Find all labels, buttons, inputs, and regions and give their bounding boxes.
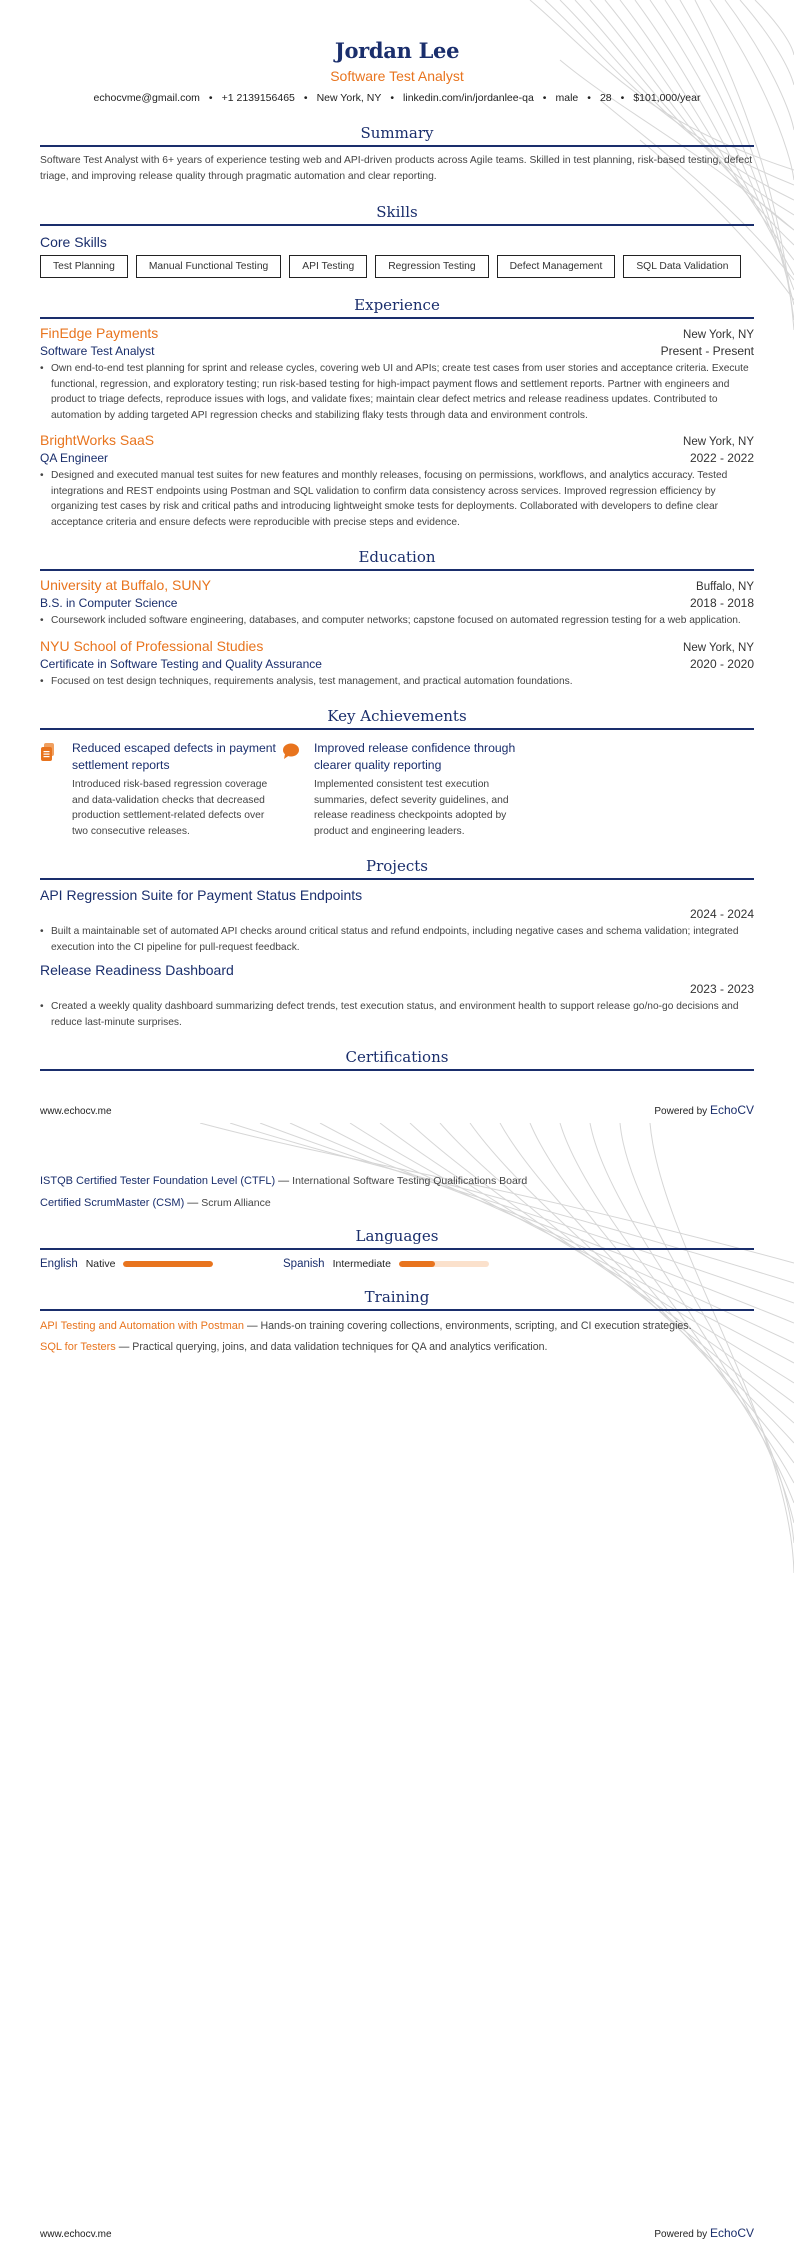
- speech-bubble-icon: [282, 740, 302, 839]
- training-name: API Testing and Automation with Postman: [40, 1320, 245, 1332]
- language-name: Spanish: [283, 1258, 325, 1270]
- certification-name: Certified ScrumMaster (CSM): [40, 1197, 185, 1209]
- footer-url[interactable]: www.echocv.me: [40, 1106, 112, 1117]
- job-role: QA Engineer: [40, 451, 109, 465]
- achievement-description: Introduced risk-based regression coverage and data-validation checks that decreased production settlement-related defects over two consecutive releases.: [72, 779, 268, 837]
- achievement-description: Implemented consistent test execution summaries, defect severity guidelines, and release readiness checkpoints adopted by product and engineering leaders.: [314, 779, 509, 837]
- training-description: Hands-on training covering collections, environments, scripting, and CI execution strategies.: [260, 1320, 692, 1332]
- job-dates: Present - Present: [660, 344, 754, 358]
- achievement-title: Reduced escaped defects in payment settlement reports: [72, 741, 276, 772]
- education-dates: 2020 - 2020: [689, 656, 754, 671]
- school-location: Buffalo, NY: [696, 581, 754, 593]
- section-title-skills: Skills: [40, 203, 754, 226]
- certification-issuer: International Software Testing Qualifications Board: [292, 1175, 528, 1187]
- education-dates: 2018 - 2018: [689, 596, 754, 610]
- resume-page-2: [0, 1123, 794, 2246]
- project-dates: 2023 - 2023: [689, 982, 754, 996]
- section-title-projects: Projects: [40, 857, 754, 880]
- separator-dot: •: [303, 92, 308, 104]
- resume-header: [40, 0, 754, 104]
- job-dates: 2022 - 2022: [689, 451, 754, 465]
- section-title-achievements: Key Achievements: [40, 707, 754, 730]
- project-dates: 2024 - 2024: [689, 907, 754, 921]
- language-proficiency-bar: [123, 1261, 213, 1267]
- contact-gender: male: [555, 92, 579, 104]
- skills-group-title: Core Skills: [40, 234, 107, 250]
- company-name: FinEdge Payments: [40, 325, 159, 341]
- contact-line: [40, 92, 754, 104]
- project-bullet: • Created a weekly quality dashboard summarizing defect trends, test execution status, and environment health to support release go/no-go decisions and reduce last-minute surprises.: [40, 999, 754, 1030]
- contact-location: New York, NY: [316, 92, 382, 104]
- education-entry: [40, 638, 754, 690]
- project-title: API Regression Suite for Payment Status Endpoints: [40, 887, 363, 903]
- separator-dot: •: [208, 92, 213, 104]
- powered-by-label: Powered by: [654, 2229, 708, 2240]
- skill-tag: Manual Functional Testing: [136, 255, 281, 278]
- certification-item: Certified ScrumMaster (CSM) — Scrum Alliance: [40, 1197, 271, 1209]
- section-title-certifications: Certifications: [40, 1048, 754, 1071]
- language-proficiency-bar: [399, 1261, 489, 1267]
- language-level: Native: [85, 1258, 116, 1270]
- section-title-experience: Experience: [40, 296, 754, 319]
- skill-tag: Defect Management: [497, 255, 616, 278]
- skill-tag: API Testing: [289, 255, 367, 278]
- contact-age: 28: [599, 92, 612, 104]
- project-entry: [40, 887, 754, 955]
- skill-tag: SQL Data Validation: [623, 255, 741, 278]
- section-title-training: Training: [40, 1288, 754, 1311]
- achievements-grid: [40, 740, 754, 839]
- clipboard-icon: [40, 740, 60, 839]
- language-name: English: [40, 1258, 78, 1270]
- skills-list: [40, 255, 754, 278]
- job-location: New York, NY: [683, 329, 754, 341]
- achievement-card: [40, 740, 282, 839]
- job-role: Software Test Analyst: [40, 344, 155, 358]
- contact-email[interactable]: echocvme@gmail.com: [93, 92, 200, 104]
- contact-salary: $101,000/year: [633, 92, 701, 104]
- skill-tag: Regression Testing: [375, 255, 488, 278]
- project-title: Release Readiness Dashboard: [40, 962, 234, 978]
- job-bullet: • Designed and executed manual test suites for new features and monthly releases, focusing on permissions, workflows, and analytics accuracy. Tested integrations and REST endpoints using Postman and SQL validation to confirm data consistency across services. Improved regression efficiency by organizing test cases by risk and critical paths and introducing lightweight smoke tests for deployments. Collaborated with developers to define clear acceptance criteria and ensure defects were reproducible with precise steps and evidence.: [40, 468, 754, 530]
- degree: B.S. in Computer Science: [40, 596, 178, 610]
- section-title-languages: Languages: [40, 1227, 754, 1250]
- powered-by-label: Powered by: [654, 1106, 708, 1117]
- degree: Certificate in Software Testing and Quality Assurance: [40, 656, 322, 671]
- language-item: [40, 1258, 283, 1270]
- separator-dot: •: [390, 92, 395, 104]
- contact-linkedin[interactable]: linkedin.com/in/jordanlee-qa: [403, 92, 534, 104]
- achievement-card: [282, 740, 524, 839]
- education-bullet: • Coursework included software engineering, databases, and computer networks; capstone focused on automated regression testing for a web application.: [40, 613, 754, 629]
- page-footer: [40, 2226, 754, 2240]
- company-name: BrightWorks SaaS: [40, 432, 155, 448]
- certification-item: ISTQB Certified Tester Foundation Level (CTFL) — International Software Testing Qualifications Board: [40, 1175, 528, 1187]
- footer-brand[interactable]: EchoCV: [709, 2226, 754, 2240]
- experience-entry: [40, 432, 754, 530]
- certification-issuer: Scrum Alliance: [201, 1197, 271, 1209]
- school-name: NYU School of Professional Studies: [40, 637, 264, 654]
- footer-powered-by: [654, 1103, 754, 1117]
- separator-dot: •: [587, 92, 591, 104]
- project-bullet: • Built a maintainable set of automated API checks around critical status and refund endpoints, including negative cases and schema validation; integrated execution into the CI pipeline for pull-request feedback.: [40, 924, 754, 955]
- section-title-education: Education: [40, 548, 754, 571]
- training-item: API Testing and Automation with Postman — Hands-on training covering collections, environments, scripting, and CI execution strategies.: [40, 1320, 692, 1332]
- footer-url[interactable]: www.echocv.me: [40, 2229, 112, 2240]
- education-entry: [40, 577, 754, 629]
- footer-brand[interactable]: EchoCV: [709, 1103, 754, 1117]
- job-location: New York, NY: [683, 436, 754, 448]
- separator-dot: •: [620, 92, 625, 104]
- school-location: New York, NY: [683, 641, 754, 654]
- candidate-name: Jordan Lee: [334, 38, 460, 63]
- separator-dot: •: [542, 92, 547, 104]
- candidate-title: Software Test Analyst: [330, 68, 464, 84]
- summary-text: Software Test Analyst with 6+ years of experience testing web and API-driven products across Agile teams. Skilled in test planning, risk-based testing, defect triage, and improving release quality through pragmatic automation and clear reporting.: [40, 155, 753, 182]
- contact-phone[interactable]: +1 2139156465: [221, 92, 295, 104]
- project-entry: [40, 962, 754, 1030]
- skill-tag: Test Planning: [40, 255, 128, 278]
- language-level: Intermediate: [332, 1258, 391, 1270]
- training-description: Practical querying, joins, and data validation techniques for QA and analytics verification.: [132, 1341, 548, 1353]
- education-bullet: • Focused on test design techniques, requirements analysis, test management, and practical automation foundations.: [40, 674, 754, 690]
- certification-name: ISTQB Certified Tester Foundation Level (CTFL): [40, 1175, 276, 1187]
- footer-powered-by: [654, 2226, 754, 2240]
- school-name: University at Buffalo, SUNY: [40, 577, 211, 593]
- language-item: [283, 1258, 526, 1270]
- achievement-title: Improved release confidence through clearer quality reporting: [314, 741, 516, 772]
- training-name: SQL for Testers: [40, 1341, 116, 1353]
- languages-list: [40, 1258, 754, 1270]
- page-footer: [40, 1103, 754, 1117]
- training-item: SQL for Testers — Practical querying, joins, and data validation techniques for QA and analytics verification.: [40, 1341, 548, 1353]
- experience-entry: [40, 325, 754, 423]
- section-title-summary: Summary: [40, 124, 754, 147]
- job-bullet: • Own end-to-end test planning for sprint and release cycles, covering web UI and APIs; create test cases from user stories and acceptance criteria. Execute functional, regression, and exploratory testing; run risk-based testing for high-impact payment flows and settlement reports. Partner with engineers and product to triage defects, reproduce issues with logs, and validate fixes; maintain clear defect metrics and release readiness updates. Contributed to automation by adding targeted API regression checks and stabilizing flaky tests through data and environment controls.: [40, 361, 754, 423]
